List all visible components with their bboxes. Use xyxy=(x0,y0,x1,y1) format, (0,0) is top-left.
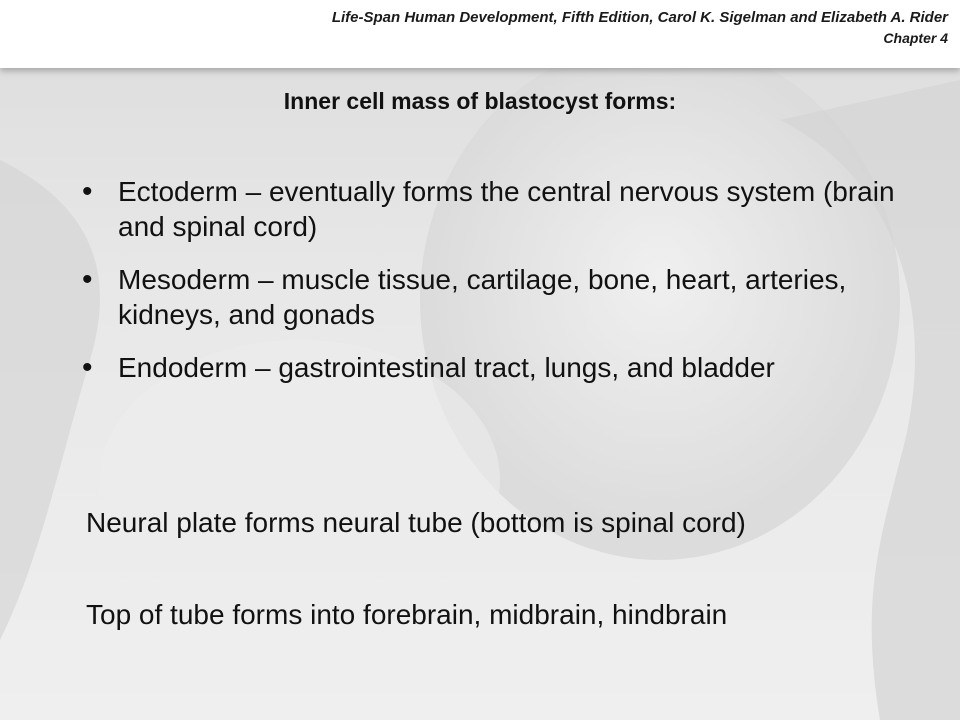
paragraph-neural-plate: Neural plate forms neural tube (bottom is spinal cord) xyxy=(86,507,746,538)
bullet-item-endoderm xyxy=(82,350,902,385)
book-citation: Life-Span Human Development, Fifth Edition, Carol K. Sigelman and Elizabeth A. Rider xyxy=(331,9,948,26)
slide-title: Inner cell mass of blastocyst forms: xyxy=(283,88,677,114)
bullet-icon: • xyxy=(82,175,93,208)
bullet-item-ectoderm xyxy=(82,174,902,244)
bullet-icon: • xyxy=(82,263,93,296)
chapter-label: Chapter 4 xyxy=(883,30,948,46)
bullet-text: Endoderm – gastrointestinal tract, lungs, and bladder xyxy=(118,352,775,383)
bullet-text: Mesoderm – muscle tissue, cartilage, bone, heart, arteries, kidneys, and gonads xyxy=(118,264,847,330)
bullet-item-mesoderm xyxy=(82,262,902,332)
bullet-list xyxy=(82,174,902,403)
bullet-text: Ectoderm – eventually forms the central nervous system (brain and spinal cord) xyxy=(118,176,895,242)
slide-header xyxy=(0,0,960,68)
paragraph-top-of-tube: Top of tube forms into forebrain, midbrain, hindbrain xyxy=(86,599,728,630)
bullet-icon: • xyxy=(82,351,93,384)
